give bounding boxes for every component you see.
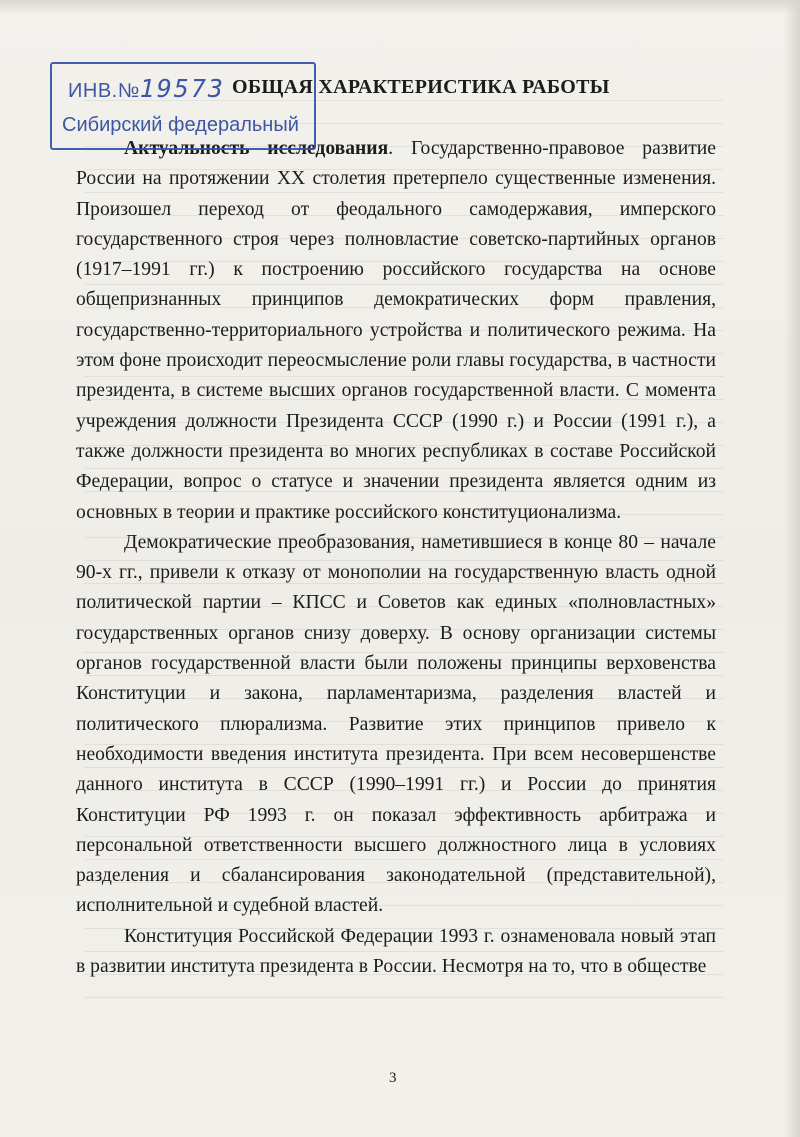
paragraph-body: Демократические преобразования, наметившиеся в конце 80 – начале 90-х гг., привели к отказу от монополии на государственную власть одной политической партии – КПСС и Советов как единых «полновластных» государственных органов снизу доверху. В основу организации системы органов государственной власти были положены принципы верховенства Конституции и закона, парламентаризма, разделения властей и политического плюрализма. Развитие этих принципов привело к необходимости введения института президента. При всем несовершенстве данного института в СССР (1990–1991 гг.) и России до принятия Конституции РФ 1993 г. он показал эффективность арбитража и персональной ответственности высшего должностного лица в условиях разделения и сбалансирования законодательной (представительной), исполнительной и судебной властей. <box>76 531 716 917</box>
stamp-inventory-line <box>68 74 225 103</box>
section-heading: ОБЩАЯ ХАРАКТЕРИСТИКА РАБОТЫ <box>232 76 610 98</box>
body-text <box>76 134 716 982</box>
paragraph-democratic-reforms <box>76 528 716 922</box>
paragraph-body: . Государственно-правовое развитие России на протяжении XX столетия претерпело существенные изменения. Произошел переход от феодального самодержавия, имперского государственного строя через полновластие советско-партийных органов (1917–1991 гг.) к построению российского государства на основе общепризнанных принципов демократических форм правления, государственно-территориального устройства и политического режима. На этом фоне происходит переосмысление роли главы государства, в частности президента, в системе высших органов государственной власти. С момента учреждения должности Президента СССР (1990 г.) и России (1991 г.), а также должности президента во многих республиках в составе Российской Федерации, вопрос о статусе и значении президента является одним из основных в теории и практике российского конституционализма. <box>76 138 716 523</box>
paragraph-lead-phrase: Актуальность исследования <box>124 138 389 159</box>
stamp-inventory-label: ИНВ.№ <box>68 80 140 102</box>
paragraph-constitution-1993 <box>76 922 716 983</box>
paragraph-body: Конституция Российской Федерации 1993 г. ознаменовала новый этап в развитии института президента в России. Несмотря на то, что в обществе <box>76 925 716 978</box>
page-number: 3 <box>389 1070 397 1086</box>
paragraph-relevance <box>76 134 716 528</box>
library-inventory-stamp <box>50 62 316 150</box>
scan-edge-shadow-top <box>0 0 800 14</box>
stamp-inventory-number: 19573 <box>139 74 225 103</box>
scan-edge-shadow-right <box>784 0 800 1137</box>
stamp-organization: Сибирский федеральный <box>62 114 299 136</box>
